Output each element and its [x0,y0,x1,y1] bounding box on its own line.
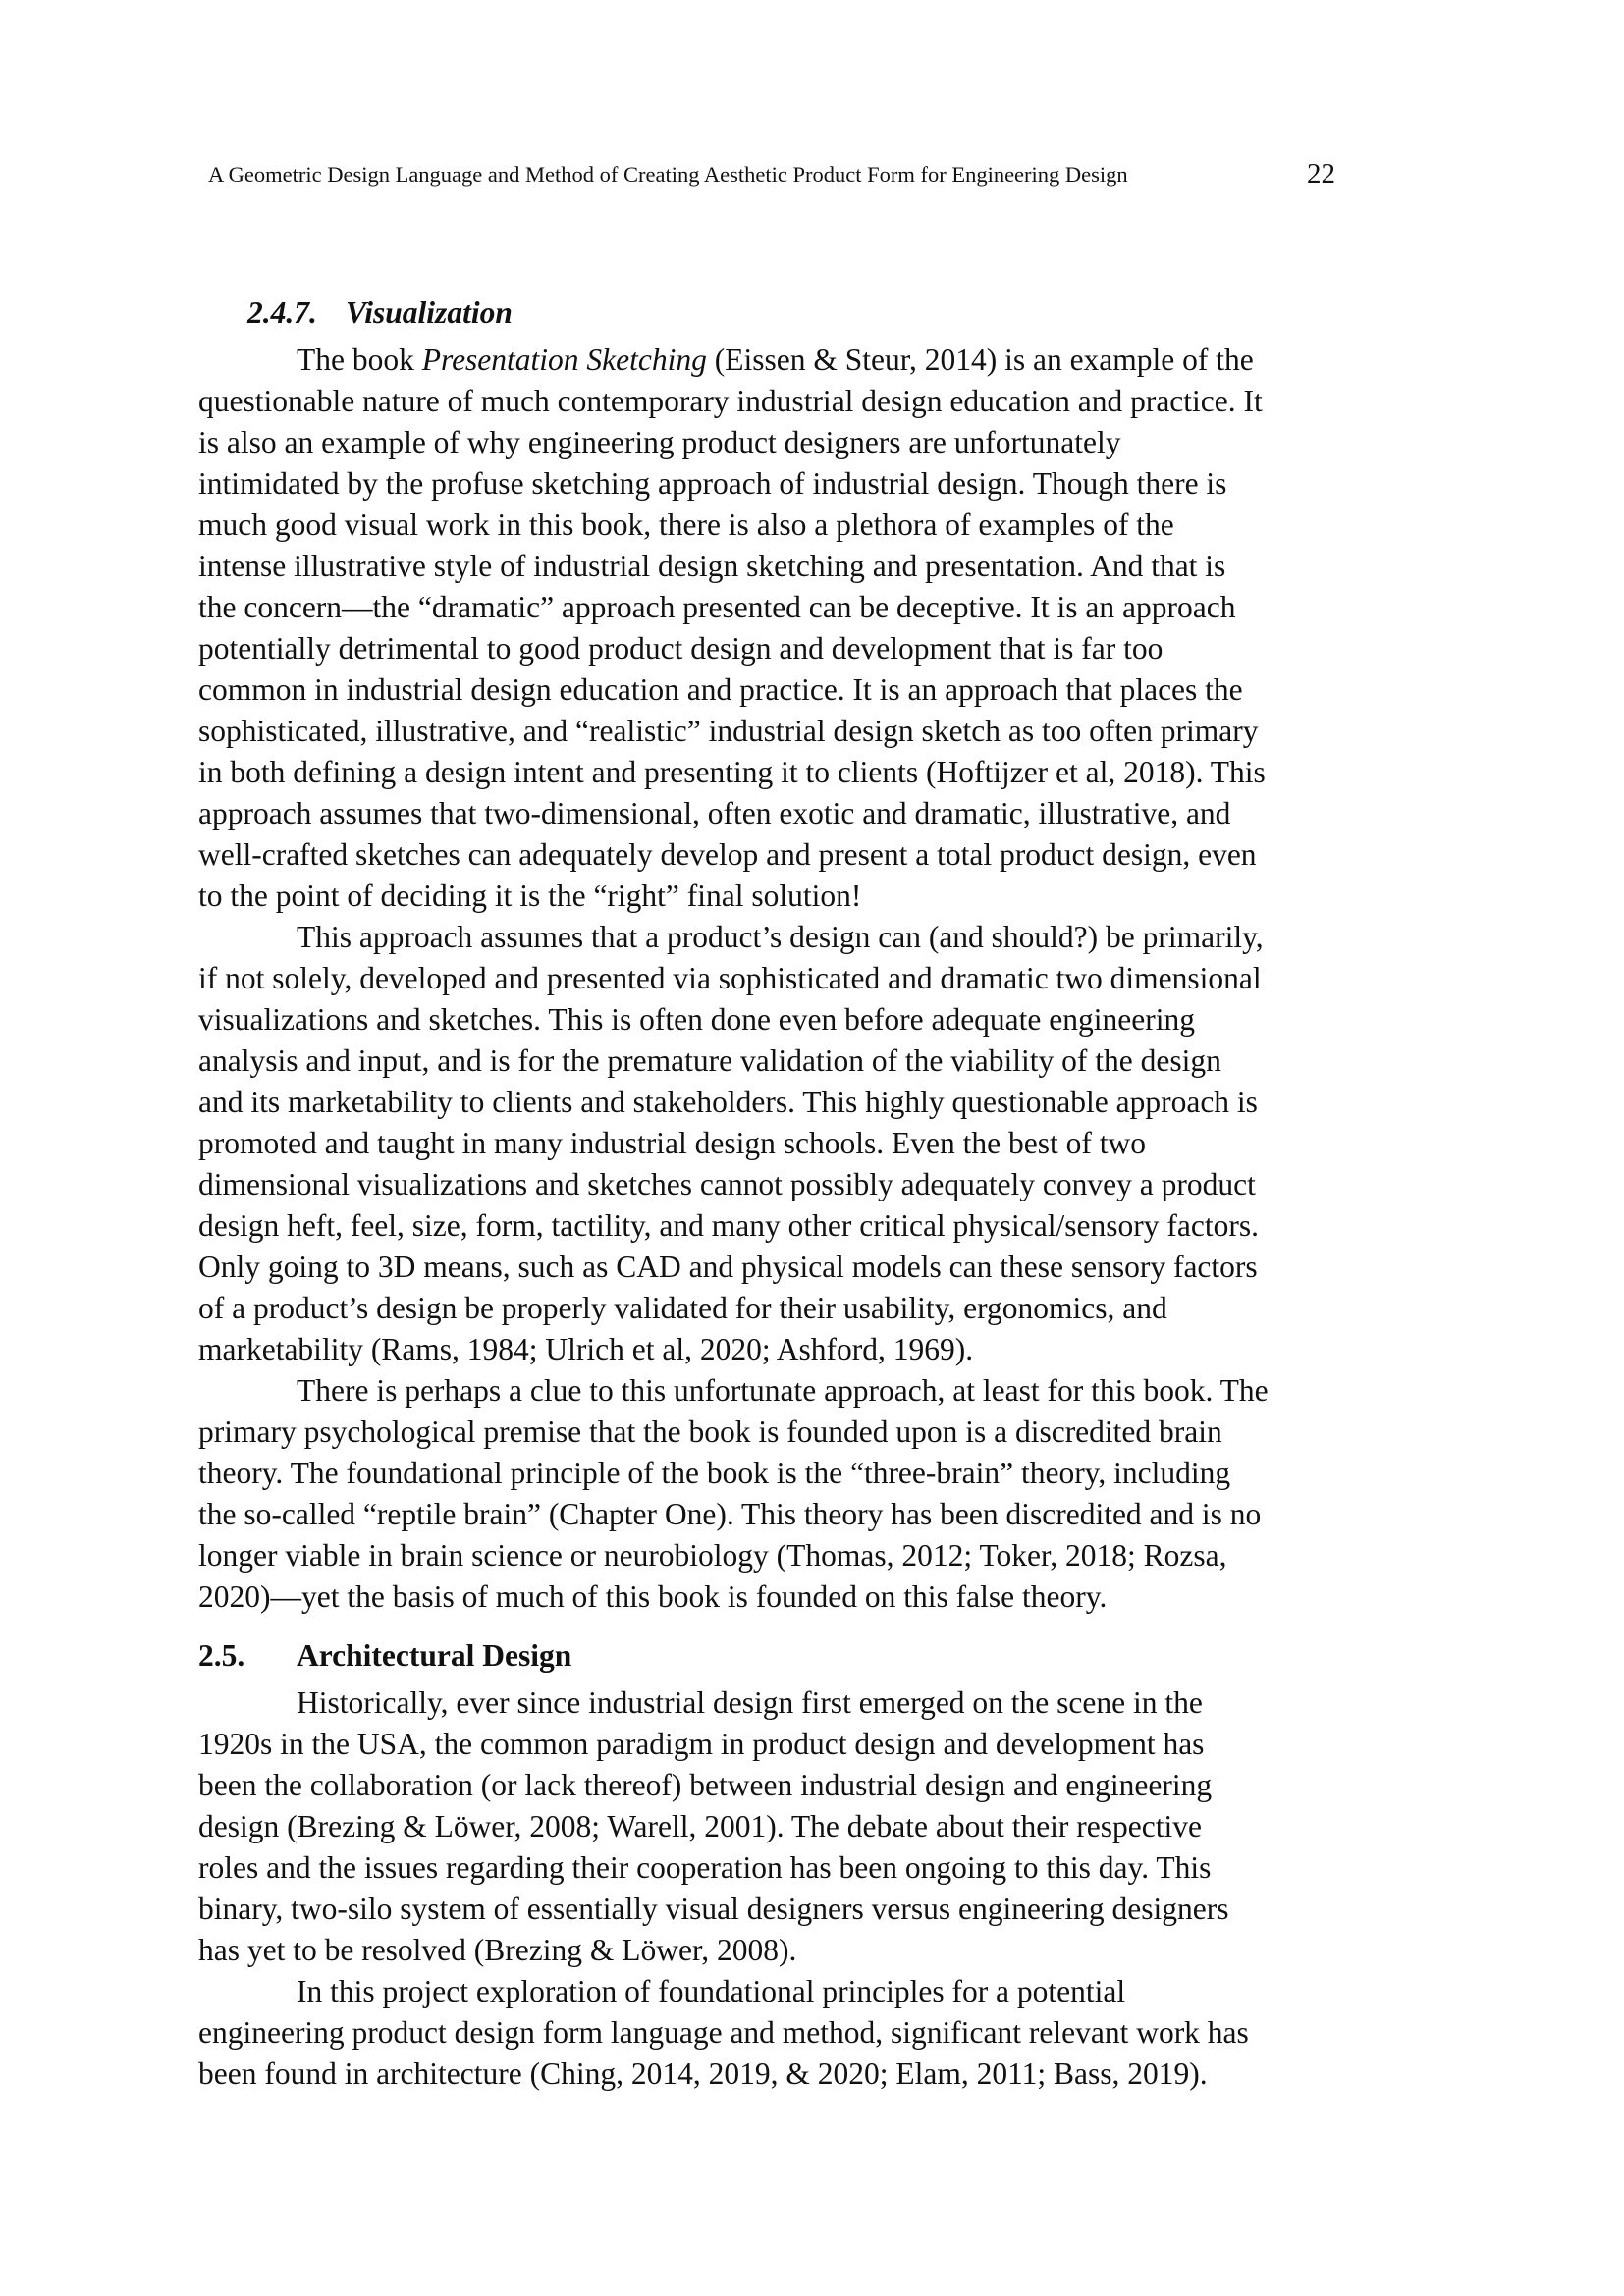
paragraph-line: sophisticated, illustrative, and “realistic” industrial design sketch as too often primary [198,714,1259,748]
paragraph-line: visualizations and sketches. This is often done even before adequate engineering [198,1002,1195,1037]
book-title: Presentation Sketching [421,343,707,377]
running-title: A Geometric Design Language and Method of Creating Aesthetic Product Form for Engineering Design [208,162,1128,187]
paragraph-line: roles and the issues regarding their cooperation has been ongoing to this day. This [198,1850,1212,1885]
body-text [198,293,1341,2095]
paragraph-line: to the point of deciding it is the “right” final solution! [198,879,862,913]
paragraph-line: marketability (Rams, 1984; Ulrich et al, 2020; Ashford, 1969). [198,1332,974,1366]
paragraph-line: intense illustrative style of industrial design sketching and presentation. And that is [198,549,1226,583]
paragraph-line: There is perhaps a clue to this unfortunate approach, at least for this book. The [297,1373,1269,1408]
paragraph-line: promoted and taught in many industrial design schools. Even the best of two [198,1126,1146,1160]
paragraph-line: been found in architecture (Ching, 2014, 2019, & 2020; Elam, 2011; Bass, 2019). [198,2056,1208,2091]
paragraph-line: the so-called “reptile brain” (Chapter One). This theory has been discredited and is no [198,1497,1262,1531]
paragraph-line: design heft, feel, size, form, tactility, and many other critical physical/sensory factors. [198,1208,1259,1243]
paragraph-line: analysis and input, and is for the premature validation of the viability of the design [198,1043,1221,1078]
subsection-number: 2.4.7. [247,295,317,330]
paragraph-line: is also an example of why engineering product designers are unfortunately [198,425,1121,459]
paragraph-line: common in industrial design education and practice. It is an approach that places the [198,672,1243,707]
paragraph-3 [198,1370,1341,1618]
subsection-heading [247,293,1341,334]
paragraph-line: engineering product design form language and method, significant relevant work has [198,2015,1249,2050]
paragraph-1 [198,340,1341,917]
paragraph-line: In this project exploration of foundational principles for a potential [297,1974,1126,2008]
paragraph-line: 2020)—yet the basis of much of this book is founded on this false theory. [198,1579,1108,1614]
section-heading [198,1635,1341,1677]
paragraph-line: been the collaboration (or lack thereof) between industrial design and engineering [198,1768,1213,1802]
subsection-title: Visualization [346,295,513,330]
paragraph-line: 1920s in the USA, the common paradigm in product design and development has [198,1727,1205,1761]
paragraph-line: questionable nature of much contemporary industrial design education and practice. It [198,384,1263,418]
paragraph-text: The book [297,343,422,377]
paragraph-text: (Eissen & Steur, 2014) is an example of the [706,343,1254,377]
section-number: 2.5. [198,1638,245,1673]
paragraph-line: longer viable in brain science or neurobiology (Thomas, 2012; Toker, 2018; Rozsa, [198,1538,1227,1573]
paragraph-line: dimensional visualizations and sketches cannot possibly adequately convey a product [198,1167,1256,1201]
paragraph-line: theory. The foundational principle of the book is the “three-brain” theory, including [198,1456,1231,1490]
paragraph-line: binary, two-silo system of essentially visual designers versus engineering designers [198,1892,1229,1926]
paragraph-line: if not solely, developed and presented via sophisticated and dramatic two dimensional [198,961,1262,995]
paragraph-line: in both defining a design intent and presenting it to clients (Hoftijzer et al, 2018). This [198,755,1266,789]
running-header [208,158,1335,191]
paragraph-line: Historically, ever since industrial design first emerged on the scene in the [297,1685,1203,1720]
paragraph-4 [198,1682,1341,1971]
paragraph-line: potentially detrimental to good product design and development that is far too [198,631,1164,666]
paragraph-line: This approach assumes that a product’s design can (and should?) be primarily, [297,920,1264,954]
paragraph-line [198,340,1341,381]
paragraph-line: of a product’s design be properly validated for their usability, ergonomics, and [198,1291,1167,1325]
paragraph-line: the concern—the “dramatic” approach presented can be deceptive. It is an approach [198,590,1236,624]
paragraph-line: much good visual work in this book, there is also a plethora of examples of the [198,507,1174,542]
paragraph-line: intimidated by the profuse sketching approach of industrial design. Though there is [198,466,1227,501]
paragraph-line: design (Brezing & Löwer, 2008; Warell, 2001). The debate about their respective [198,1809,1202,1843]
page-number: 22 [1307,158,1335,189]
paragraph-line: Only going to 3D means, such as CAD and physical models can these sensory factors [198,1250,1258,1284]
paragraph-line: well-crafted sketches can adequately develop and present a total product design, even [198,837,1257,872]
section-title: Architectural Design [297,1638,572,1673]
paragraph-line: approach assumes that two-dimensional, often exotic and dramatic, illustrative, and [198,796,1231,830]
paragraph-line: primary psychological premise that the book is founded upon is a discredited brain [198,1415,1222,1449]
paragraph-line: has yet to be resolved (Brezing & Löwer, 2008). [198,1933,797,1967]
paragraph-2 [198,917,1341,1370]
paragraph-line: and its marketability to clients and stakeholders. This highly questionable approach is [198,1085,1258,1119]
paragraph-5 [198,1971,1341,2095]
